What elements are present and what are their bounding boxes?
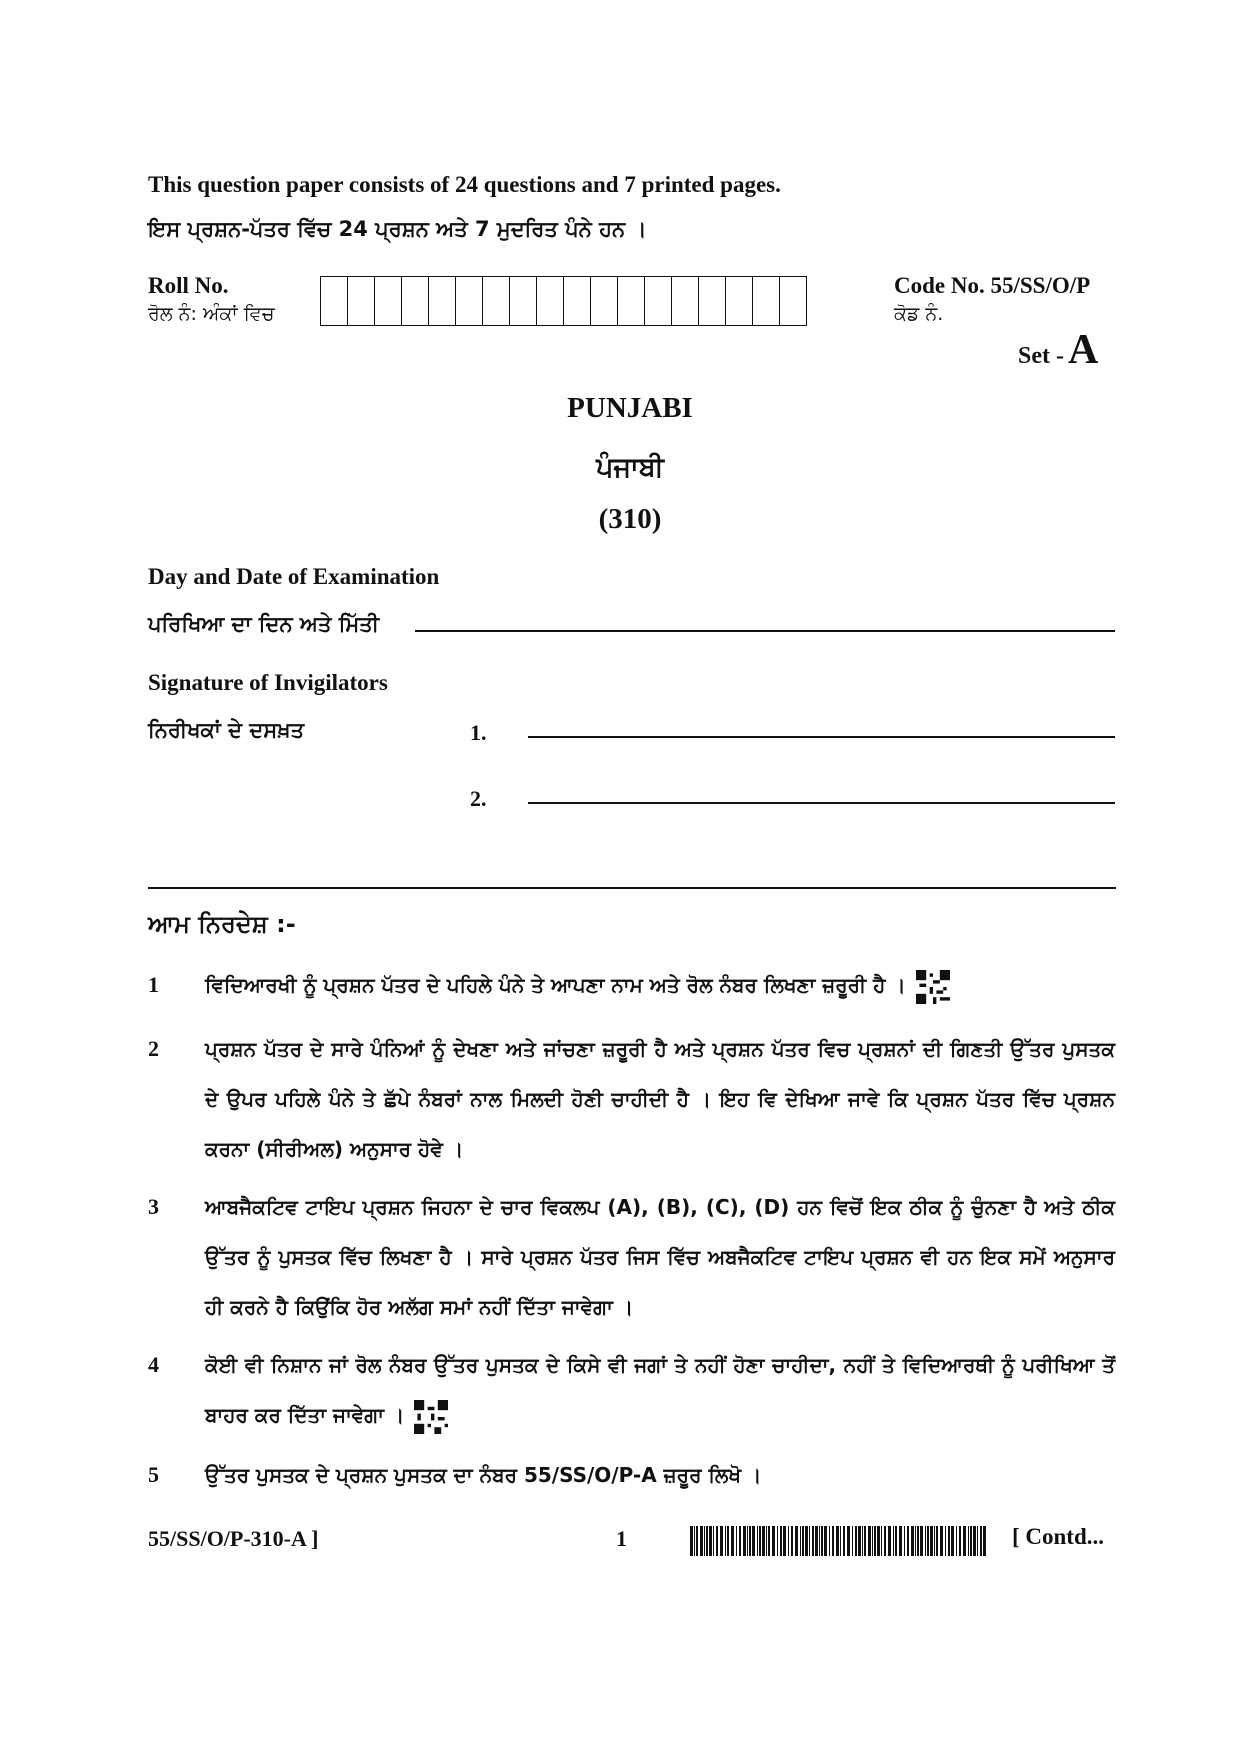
continued-label: [ Contd... (1012, 1524, 1105, 1549)
set-indicator (1018, 326, 1098, 374)
roll-digit-box[interactable] (780, 277, 806, 325)
section-divider (148, 887, 1116, 889)
set-value: A (1067, 327, 1099, 373)
instruction-number: 4 (148, 1352, 159, 1377)
instruction-item (148, 1340, 1116, 1450)
instruction-text: ਆਬਜੈਕਟਿਵ ਟਾਇਪ ਪ੍ਰਸ਼ਨ ਜਿਹਨਾ ਦੇ ਚਾਰ ਵਿਕਲਪ (A), (B), (C), (D) ਹਨ ਵਿਚੋਂ ਇਕ ਠੀਕ ਨੂੰ ਚੁੰਨਣਾ ਹੈ ਅਤੇ ਠੀਕ ਉੱਤਰ ਨੂੰ ਪੁਸਤਕ ਵਿੱਚ ਲਿਖਣਾ ਹੈ । ਸਾਰੇ ਪ੍ਰਸ਼ਨ ਪੱਤਰ ਜਿਸ ਵਿੱਚ ਅਬਜੈਕਟਿਵ ਟਾਇਪ ਪ੍ਰਸ਼ਨ ਵੀ ਹਨ ਇਕ ਸਮੇਂ ਅਨੁਸਾਰ ਹੀ ਕਰਨੇ ਹੈ ਕਿਉਂਕਿ ਹੋਰ ਅਲੱਗ ਸਮਾਂ ਨਹੀਂ ਦਿੱਤਾ ਜਾਵੇਗਾ । (205, 1195, 1115, 1319)
roll-digit-box[interactable] (564, 277, 591, 325)
roll-digit-box[interactable] (618, 277, 645, 325)
code-number: Code No. 55/SS/O/P (894, 273, 1091, 298)
roll-digit-box[interactable] (726, 277, 753, 325)
roll-digit-box[interactable] (672, 277, 699, 325)
page-number: 1 (616, 1526, 627, 1551)
roll-digit-box[interactable] (645, 277, 672, 325)
instruction-item (148, 1450, 1116, 1502)
qr-code-icon (414, 1400, 448, 1434)
roll-digit-box[interactable] (429, 277, 456, 325)
roll-digit-box[interactable] (375, 277, 402, 325)
instruction-text: ਪ੍ਰਸ਼ਨ ਪੱਤਰ ਦੇ ਸਾਰੇ ਪੰਨਿਆਂ ਨੂੰ ਦੇਖਣਾ ਅਤੇ ਜਾਂਚਣਾ ਜ਼ਰੂਰੀ ਹੈ ਅਤੇ ਪ੍ਰਸ਼ਨ ਪੱਤਰ ਵਿਚ ਪ੍ਰਸ਼ਨਾਂ ਦੀ ਗਿਣਤੀ ਉੱਤਰ ਪੁਸਤਕ ਦੇ ਉਪਰ ਪਹਿਲੇ ਪੰਨੇ ਤੇ ਛੱਪੇ ਨੰਬਰਾਂ ਨਾਲ ਮਿਲਦੀ ਹੋਣੀ ਚਾਹੀਦੀ ਹੈ । ਇਹ ਵਿ ਦੇਖਿਆ ਜਾਵੇ ਕਿ ਪ੍ਰਸ਼ਨ ਪੱਤਰ ਵਿੱਚ ਪ੍ਰਸ਼ਨ ਕਰਨਾ (ਸੀਰੀਅਲ) ਅਨੁਸਾਰ ਹੋਵੇ । (205, 1037, 1115, 1161)
qr-code-icon (916, 970, 950, 1004)
roll-digit-box[interactable] (483, 277, 510, 325)
paper-info-punjabi: ਇਸ ਪ੍ਰਸ਼ਨ-ਪੱਤਰ ਵਿੱਚ 24 ਪ੍ਰਸ਼ਨ ਅਤੇ 7 ਮੁਦਰਿਤ ਪੰਨੇ ਹਨ । (148, 217, 647, 241)
footer-paper-code: 55/SS/O/P-310-A ] (148, 1526, 319, 1551)
instruction-item (148, 1024, 1116, 1184)
roll-digit-box[interactable] (456, 277, 483, 325)
barcode (690, 1526, 986, 1556)
roll-label-english: Roll No. (148, 273, 229, 298)
roll-digit-box[interactable] (510, 277, 537, 325)
roll-digit-box[interactable] (348, 277, 375, 325)
paper-info-english: This question paper consists of 24 questions and 7 printed pages. (148, 172, 781, 197)
invigilator-signature-line-1[interactable] (528, 736, 1115, 738)
subject-code: (310) (598, 503, 662, 535)
instruction-number: 5 (148, 1462, 159, 1487)
exam-date-label-english: Day and Date of Examination (148, 564, 440, 589)
roll-digit-box[interactable] (402, 277, 429, 325)
roll-label-punjabi: ਰੋਲ ਨੰ: ਅੰਕਾਂ ਵਿਚ (148, 303, 275, 325)
roll-digit-box[interactable] (753, 277, 780, 325)
instruction-item (148, 960, 1116, 1012)
roll-digit-box[interactable] (321, 277, 348, 325)
invigilator-slot-2: 2. (470, 786, 487, 811)
roll-digit-box[interactable] (591, 277, 618, 325)
code-label-punjabi: ਕੋਡ ਨੰ. (894, 303, 944, 325)
roll-digit-box[interactable] (699, 277, 726, 325)
set-label: Set - (1018, 343, 1064, 369)
roll-digit-box[interactable] (537, 277, 564, 325)
invigilator-signature-line-2[interactable] (528, 802, 1115, 804)
invigilators-label-english: Signature of Invigilators (148, 670, 388, 695)
instruction-text: ਵਿਦਿਆਰਖੀ ਨੂੰ ਪ੍ਰਸ਼ਨ ਪੱਤਰ ਦੇ ਪਹਿਲੇ ਪੰਨੇ ਤੇ ਆਪਣਾ ਨਾਮ ਅਤੇ ਰੋਲ ਨੰਬਰ ਲਿਖਣਾ ਜ਼ਰੂਰੀ ਹੈ । (205, 960, 1115, 1010)
instructions-heading: ਆਮ ਨਿਰਦੇਸ਼ :- (148, 910, 296, 938)
invigilators-label-punjabi: ਨਿਰੀਖਕਾਂ ਦੇ ਦਸਖ਼ਤ (148, 718, 305, 742)
instruction-text: ਉੱਤਰ ਪੁਸਤਕ ਦੇ ਪ੍ਰਸ਼ਨ ਪੁਸਤਕ ਦਾ ਨੰਬਰ 55/SS/O/P-A ਜ਼ਰੂਰ ਲਿਖੋ । (205, 1463, 762, 1487)
exam-date-label-punjabi: ਪਰਿਖਿਆ ਦਾ ਦਿਨ ਅਤੇ ਮਿੱਤੀ (148, 612, 380, 636)
instruction-item (148, 1182, 1116, 1342)
instruction-number: 3 (148, 1194, 159, 1219)
subject-title-punjabi: ਪੰਜਾਬੀ (596, 452, 664, 483)
subject-title-english: PUNJABI (567, 392, 693, 424)
instruction-number: 2 (148, 1036, 159, 1061)
instruction-number: 1 (148, 972, 159, 997)
roll-number-boxes[interactable] (320, 276, 807, 326)
exam-date-line[interactable] (415, 630, 1115, 632)
instruction-text: ਕੋਈ ਵੀ ਨਿਸ਼ਾਨ ਜਾਂ ਰੋਲ ਨੰਬਰ ਉੱਤਰ ਪੁਸਤਕ ਦੇ ਕਿਸੇ ਵੀ ਜਗਾਂ ਤੇ ਨਹੀਂ ਹੋਣਾ ਚਾਹੀਦਾ, ਨਹੀਂ ਤੇ ਵਿਦਿਆਰਥੀ ਨੂੰ ਪਰੀਖਿਆ ਤੋਂ ਬਾਹਰ ਕਰ ਦਿੱਤਾ ਜਾਵੇਗਾ । (205, 1340, 1115, 1440)
invigilator-slot-1: 1. (470, 720, 487, 745)
